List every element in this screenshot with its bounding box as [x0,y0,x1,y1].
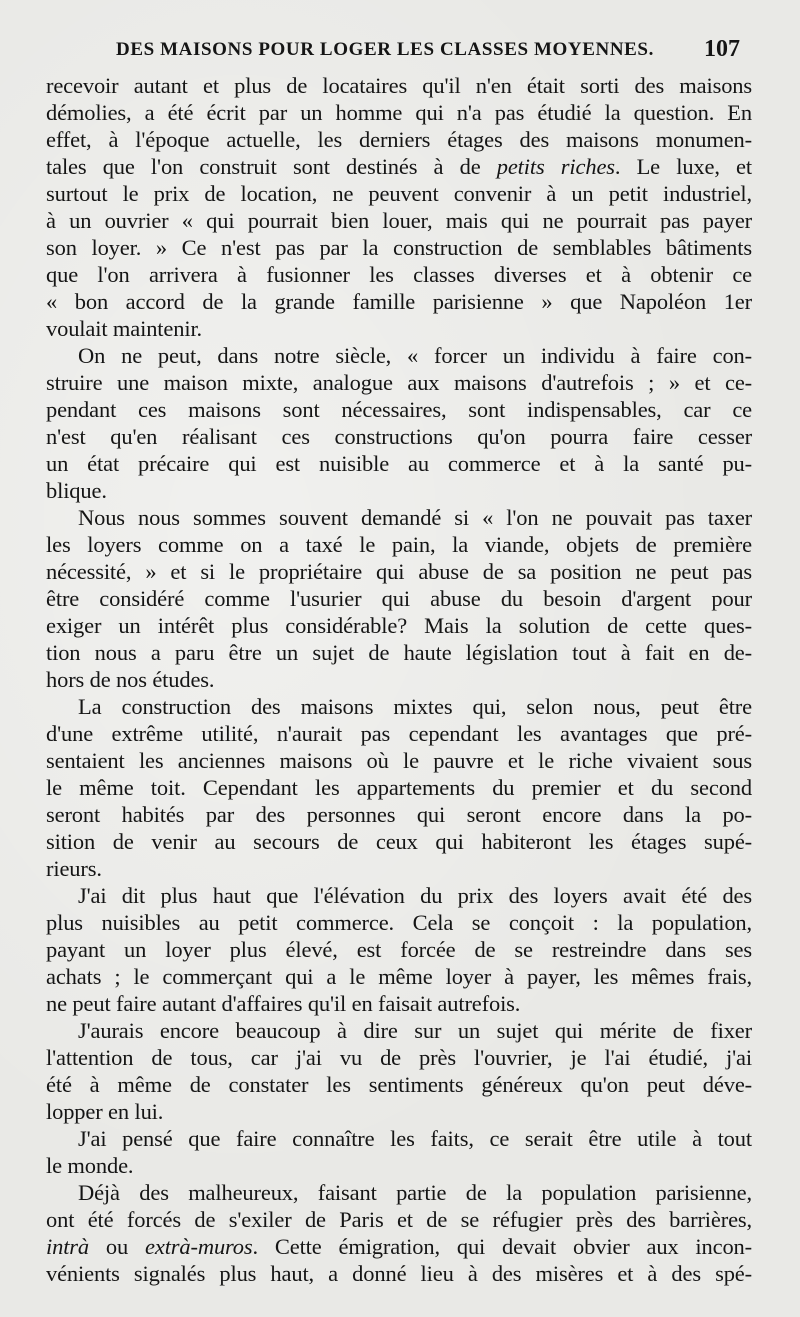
text-line: sition de venir au secours de ceux qui habiteront les étages supé- [46,829,752,854]
text-line: sentaient les anciennes maisons où le pauvre et le riche vivaient sous [46,748,752,773]
text-line: être considéré comme l'usurier qui abuse du besoin d'argent pour [46,586,752,611]
text-line: plus nuisibles au petit commerce. Cela se conçoit : la population, [46,910,752,935]
text-line: voulait maintenir. [46,316,203,341]
text-line: à un ouvrier « qui pourrait bien louer, mais qui ne pourrait pas payer [46,208,752,233]
text-line: « bon accord de la grande famille parisienne » que Napoléon 1er [46,289,752,314]
text-line: que l'on arrivera à fusionner les classes diverses et à obtenir ce [46,262,752,287]
text-line: surtout le prix de location, ne peuvent convenir à un petit industriel, [46,181,752,206]
text-line: d'une extrême utilité, n'aurait pas cependant les avantages que pré- [46,721,752,746]
text-line: rieurs. [46,856,102,881]
text-line: intrà ou extrà-muros. Cette émigration, qui devait obvier aux incon- [46,1234,752,1259]
text-line: n'est qu'en réalisant ces constructions qu'on pourra faire cesser [46,424,752,449]
text-line: blique. [46,478,107,503]
text-line: ne peut faire autant d'affaires qu'il en faisait autrefois. [46,991,521,1016]
text-line: été à même de constater les sentiments généreux qu'on peut déve- [46,1072,752,1097]
text-line: tion nous a paru être un sujet de haute législation tout à fait en de- [46,640,752,665]
text-line: vénients signalés plus haut, a donné lieu à des misères et à des spé- [46,1261,752,1286]
text-line: Nous nous sommes souvent demandé si « l'on ne pouvait pas taxer [78,505,752,530]
text-line: pendant ces maisons sont nécessaires, sont indispensables, car ce [46,397,752,422]
text-line: payant un loyer plus élevé, est forcée de se restreindre dans ses [46,937,752,962]
text-line: effet, à l'époque actuelle, les derniers étages des maisons monumen- [46,127,752,152]
text-line: un état précaire qui est nuisible au commerce et à la santé pu- [46,451,752,476]
text-line: le monde. [46,1153,134,1178]
text-line: La construction des maisons mixtes qui, selon nous, peut être [78,694,752,719]
page-header [100,36,740,68]
text-line: les loyers comme on a taxé le pain, la viande, objets de première [46,532,752,557]
text-line: l'attention de tous, car j'ai vu de près l'ouvrier, je l'ai étudié, j'ai [46,1045,752,1070]
text-line: nécessité, » et si le propriétaire qui abuse de sa position ne peut pas [46,559,752,584]
text-line: Déjà des malheureux, faisant partie de la population parisienne, [78,1180,752,1205]
text-line: recevoir autant et plus de locataires qu'il n'en était sorti des maisons [46,73,752,98]
text-line: On ne peut, dans notre siècle, « forcer un individu à faire con- [78,343,752,368]
text-line: struire une maison mixte, analogue aux maisons d'autrefois ; » et ce- [46,370,752,395]
text-line: J'ai dit plus haut que l'élévation du prix des loyers avait été des [78,883,752,908]
text-line: seront habités par des personnes qui seront encore dans la po- [46,802,752,827]
text-line: le même toit. Cependant les appartements du premier et du second [46,775,752,800]
text-line: son loyer. » Ce n'est pas par la construction de semblables bâtiments [46,235,752,260]
running-title: DES MAISONS POUR LOGER LES CLASSES MOYENNES. [116,39,654,60]
text-line: J'ai pensé que faire connaître les faits, ce serait être utile à tout [78,1126,752,1151]
page-number: 107 [704,36,740,62]
text-line: J'aurais encore beaucoup à dire sur un sujet qui mérite de fixer [78,1018,752,1043]
text-line: hors de nos études. [46,667,215,692]
text-line: démolies, a été écrit par un homme qui n'a pas étudié la question. En [46,100,752,125]
body-text [46,72,752,1287]
text-line: achats ; le commerçant qui a le même loyer à payer, les mêmes frais, [46,964,752,989]
text-line: tales que l'on construit sont destinés à de petits riches. Le luxe, et [46,154,752,179]
text-line: ont été forcés de s'exiler de Paris et de se réfugier près des barrières, [46,1207,752,1232]
text-line: lopper en lui. [46,1099,164,1124]
text-line: exiger un intérêt plus considérable? Mais la solution de cette ques- [46,613,752,638]
